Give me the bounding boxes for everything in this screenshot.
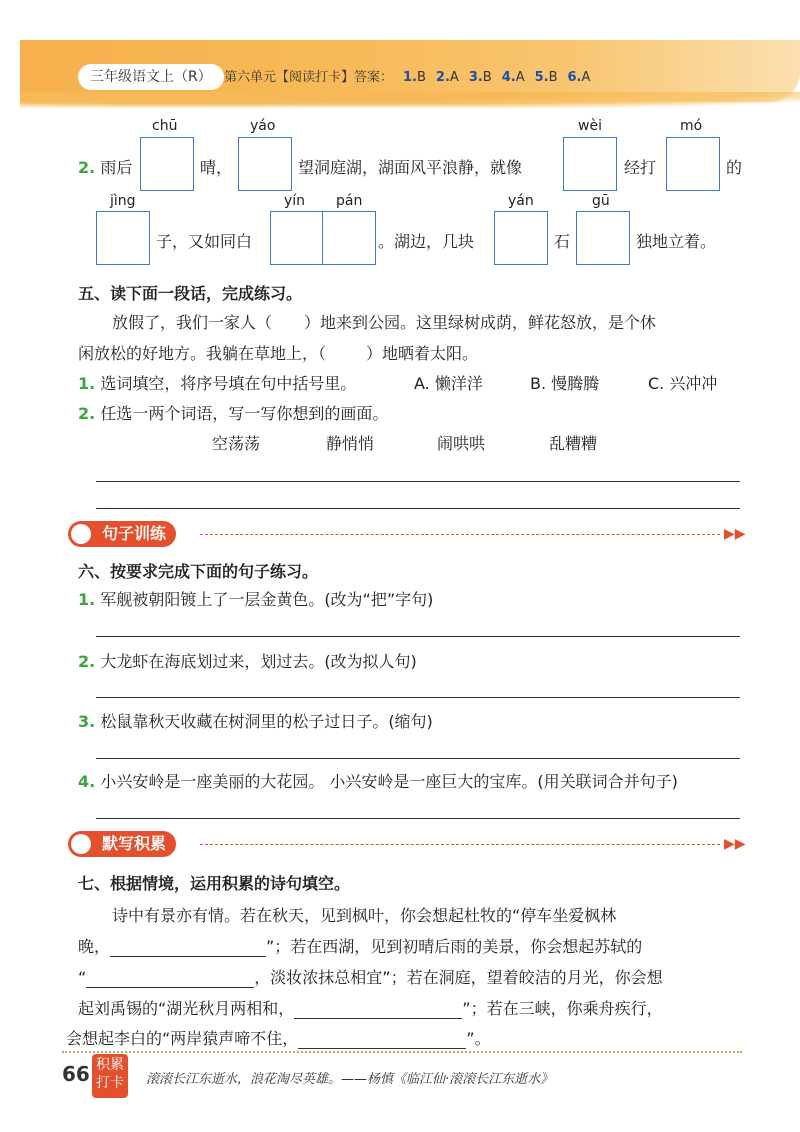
word-4: 乱糟糟 [549,434,598,453]
s7-line4: 起刘禹锡的“湖光秋月两相和， ”；若在三峡，你乘舟疾行， [78,999,663,1018]
s6-item-3: 3. 松鼠靠秋天收藏在树洞里的松子过日子。(缩句) [78,712,433,731]
word-2: 静悄悄 [326,434,375,453]
banner-divider [200,844,720,845]
accumulate-badge: 积累 打卡 [92,1054,128,1098]
option-c: C. 兴冲冲 [648,374,718,393]
pinyin-chu: chū [152,118,178,134]
s7-line2: 晚， ”；若在西湖，见到初晴后雨的美景，你会想起苏轼的 [78,937,643,956]
s7-line3: “ ，淡妆浓抹总相宜”；若在洞庭，望着皎洁的月光，你会想 [78,968,663,987]
poem-blank-2[interactable] [86,971,254,988]
char-box-jing[interactable] [96,211,150,265]
section5-title: 五、读下面一段话，完成练习。 [78,284,303,303]
pinyin-pan: pán [336,193,363,209]
answer-line[interactable] [96,508,740,509]
pinyin-yao: yáo [250,118,276,134]
q2-text-dongting: 望洞庭湖，湖面风平浪静，就像 [298,158,523,177]
pinyin-yan: yán [508,193,534,209]
section7-title: 七、根据情境，运用积累的诗句填空。 [78,874,351,893]
char-box-pan[interactable] [322,211,376,265]
answer-line[interactable] [96,758,740,759]
double-arrow-icon: ▶▶ [724,836,746,852]
char-box-yan[interactable] [494,211,548,265]
answer-line[interactable] [96,481,740,482]
s6-item-2: 2. 大龙虾在海底划过来，划过去。(改为拟人句) [78,652,417,671]
answer-line[interactable] [96,818,740,819]
s5-para-line2: 闲放松的好地方。我躺在草地上，（ ）地晒着太阳。 [78,344,479,363]
section6-title: 六、按要求完成下面的句子练习。 [78,562,319,581]
option-a: A. 懒洋洋 [414,374,483,393]
s5-para-line1: 放假了，我们一家人（ ）地来到公园。这里绿树成荫，鲜花怒放，是个休 [112,313,657,332]
char-box-yin[interactable] [270,211,324,265]
q2-text-qing: 晴， [200,158,233,177]
s5-question2: 2. 任选一两个词语，写一写你想到的画面。 [78,404,389,423]
s7-line1: 诗中有景亦有情。若在秋天，见到枫叶，你会想起杜牧的“停车坐爱枫林 [112,906,617,925]
option-b: B. 慢腾腾 [530,374,600,393]
footer-quote: 滚滚长江东逝水，浪花淘尽英雄。——杨慎《临江仙·滚滚长江东逝水》 [146,1072,554,1087]
answer-key: 第六单元【阅读打卡】答案： 1.B 2.A 3.B 4.A 5.B 6.A [224,70,591,85]
poem-blank-1[interactable] [110,940,266,957]
s6-item-1: 1. 军舰被朝阳镀上了一层金黄色。(改为“把”字句) [78,590,434,609]
footer-divider [62,1051,742,1053]
q2-text-shi: 石 [554,232,571,251]
word-1: 空荡荡 [212,434,261,453]
s6-item-4: 4. 小兴安岭是一座美丽的大花园。 小兴安岭是一座巨大的宝库。(用关联词合并句子) [78,772,678,791]
char-box-mo[interactable] [666,137,720,191]
s5-question1: 1. 选词填空，将序号填在句中括号里。 [78,374,357,393]
banner-dictation: 默写积累 [68,831,176,857]
lightbulb-icon [71,524,91,544]
char-box-gu[interactable] [576,211,630,265]
pinyin-gu: gū [592,193,610,209]
q2-text-rutong: 子，又如同白 [156,232,253,251]
s7-line5: 会想起李白的“两岸猿声啼不住， ”。 [66,1029,491,1048]
q2-row1: 2. 雨后 [78,158,133,177]
q2-text-hubian: 。湖边，几块 [378,232,475,251]
poem-blank-4[interactable] [298,1032,466,1049]
double-arrow-icon: ▶▶ [724,526,746,542]
answer-line[interactable] [96,636,740,637]
banner-sentence-training: 句子训练 [68,521,176,547]
grade-label: 三年级语文上（R） [78,64,224,90]
page-number: 66 [62,1062,90,1086]
pinyin-wei: wèi [578,118,602,134]
pinyin-yin: yín [284,193,306,209]
q2-text-lizhe: 独地立着。 [636,232,717,251]
poem-blank-3[interactable] [294,1002,462,1019]
q2-text-jingda: 经打 [624,158,657,177]
char-box-wei[interactable] [563,137,617,191]
banner-divider [200,534,720,535]
pinyin-jing: jìng [110,193,136,209]
lightbulb-icon [71,834,91,854]
answer-prefix: 第六单元【阅读打卡】答案： [224,70,394,85]
answer-line[interactable] [96,697,740,698]
q2-text-de: 的 [726,158,743,177]
char-box-chu[interactable] [140,137,194,191]
char-box-yao[interactable] [238,137,292,191]
pinyin-mo: mó [680,118,703,134]
word-3: 闹哄哄 [437,434,486,453]
